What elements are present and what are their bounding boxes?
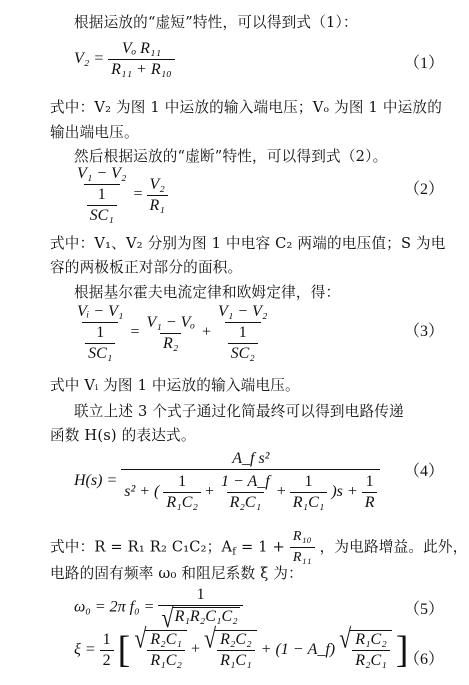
paragraph-virtual-short: 根据运放的“虚短”特性，可以得到式（1）： (74, 14, 358, 31)
eq3-fraction-1: $\frac{\text{Vᵢ − V₁}}{\frac{1}{\text{SC₁}}}$ (77, 303, 124, 362)
equation-number-3: （3） (404, 323, 445, 340)
paragraph-eq1-notes-line1: 式中：V₂ 为图 1 中运放的输入端电压；Vₒ 为图 1 中运放的 (50, 99, 443, 116)
paragraph-eq1-notes-line2: 输出端电压。 (50, 124, 139, 141)
eq6-half: $\frac{1}{2}$ (100, 631, 114, 670)
equation-number-4: （4） (404, 463, 445, 480)
equation-number-2: （2） (404, 181, 445, 198)
equation-4 (74, 450, 380, 512)
paragraph-eq3-notes: 式中 Vᵢ 为图 1 中运放的输入端电压。 (50, 377, 300, 394)
paragraph-virtual-open: 然后根据运放的“虚断”特性，可以得到式（2）。 (74, 148, 388, 165)
equation-1 (74, 40, 175, 79)
eq4-main-fraction: A_f s² s² + ( $\frac{1}{\text{R₁C₂}}$ + $\frac{1 - A\_f}{\text{R₂C₁}}$ + $\frac{1}{\text{R₁C₁}}$ )s + $\frac{1}{R}$ (121, 450, 380, 512)
eq2-right-fraction: $\frac{\text{V₂}}{\text{R₁}}$ (147, 176, 168, 215)
sqrt-icon: √ $\frac{\text{R₁C₂}}{\text{R₂C₁}}$ (339, 630, 392, 670)
paragraph-eq2-notes-line1: 式中：V₁、V₂ 分别为图 1 中电容 C₂ 两端的电压值；S 为电 (50, 235, 446, 252)
eq1-fraction: $\frac{\text{Vₒ R₁₁}}{\text{R₁₁ + R₁₀}}$ (108, 40, 175, 79)
paragraph-eq4-notes-line2: 电路的固有频率 ω₀ 和阻尼系数 ξ 为： (50, 565, 303, 582)
eq2-left-fraction: $\frac{\text{V₁ − V₂}}{\frac{1}{\text{SC₁}}}$ (77, 165, 127, 224)
eq1-lhs: V₂ = (74, 50, 105, 68)
equation-5: ω₀ = 2π f₀ = 1 √ R₁R₂C₁C₂ (74, 586, 243, 629)
equation-number-6: （6） (404, 651, 445, 668)
equation-number-1: （1） (404, 55, 445, 72)
sqrt-icon: √ R₁R₂C₁C₂ (161, 601, 238, 633)
paragraph-eq2-notes-line2: 容的两极板正对部分的面积。 (50, 259, 243, 276)
eq3-fraction-2: $\frac{\text{V₁ − Vₒ}}{\text{R₂}}$ (146, 313, 195, 352)
sqrt-icon: √ $\frac{\text{R₂C₂}}{\text{R₁C₁}}$ (204, 630, 257, 670)
left-bracket-icon: [ (117, 629, 131, 671)
paragraph-eq4-notes-line1: 式中：R = R₁ R₂ C₁C₂；$A_f = 1$ + $\frac{\text{R₁₀}}{\text{R₁₁}}$ ，为电路增益。此外， (50, 529, 468, 565)
paragraph-combine-line2: 函数 H(s) 的表达式。 (50, 427, 196, 444)
equation-3: $\frac{\text{Vᵢ − V₁}}{\frac{1}{\text{SC₁}}}$ = $\frac{\text{V₁ − Vₒ}}{\text{R₂}}$ + $\frac{\text{V₁ − V₂}}{\frac{1}{\text{SC₂}}}$ (74, 303, 270, 363)
sqrt-icon: √ $\frac{\text{R₂C₁}}{\text{R₁C₂}}$ (134, 630, 187, 670)
paragraph-combine-line1: 联立上述 3 个式子通过化简最终可以得到电路传递 (74, 403, 404, 420)
eq5-fraction: 1 √ R₁R₂C₁C₂ (158, 586, 242, 629)
equation-6: ξ = $\frac{1}{2}$ [ √ $\frac{\text{R₂C₁}}{\text{R₁C₂}}$ + √ $\frac{\text{R₂C₂}}{\text{R₁C₁}}$ + (1 − A_f) √ $\frac{\text{R₁C₂}}{\text{R₂C₁}}$ ] (74, 622, 409, 671)
eq3-fraction-3: $\frac{\text{V₁ − V₂}}{\frac{1}{\text{SC₂}}}$ (217, 303, 268, 362)
equation-2: $\frac{\text{V₁ − V₂}}{\frac{1}{\text{SC₁}}}$ = $\frac{\text{V₂}}{\text{R₁}}$ (74, 165, 168, 225)
equation-number-5: （5） (404, 601, 445, 618)
paragraph-kirchhoff: 根据基尔霍夫电流定律和欧姆定律，得： (74, 284, 341, 301)
gain-fraction: $\frac{\text{R₁₀}}{\text{R₁₁}}$ (290, 528, 315, 567)
eq4-lhs: H(s) = (74, 472, 118, 489)
right-bracket-icon: ] (395, 629, 409, 671)
